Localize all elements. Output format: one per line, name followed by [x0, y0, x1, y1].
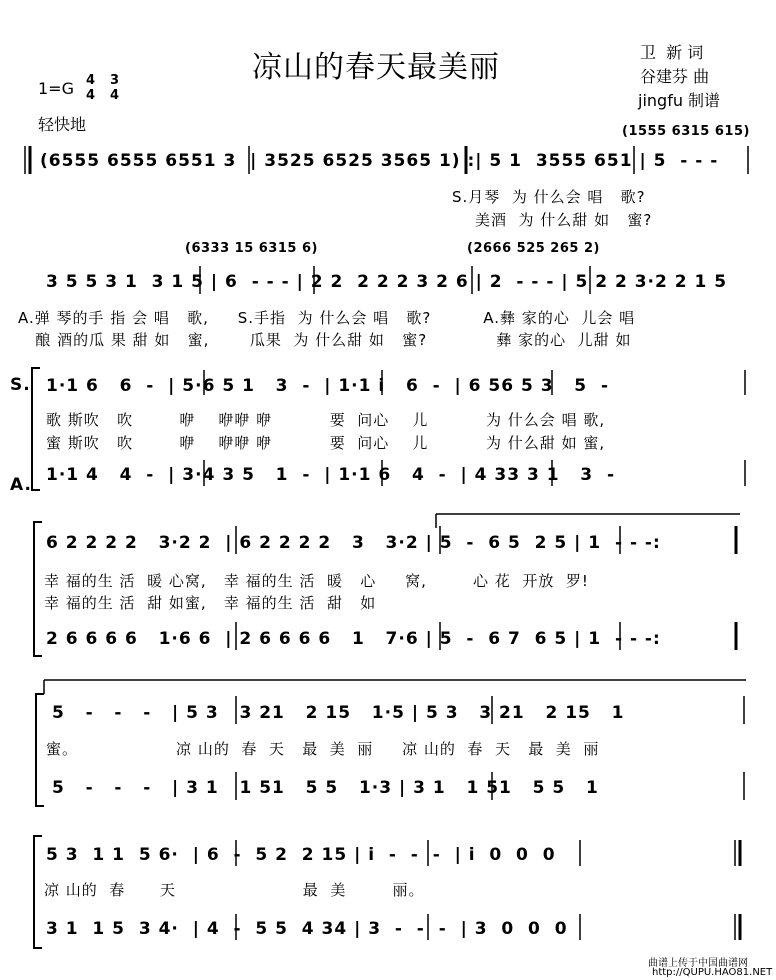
row4-lyric-verse1: 幸 福的生 活 暖 心窝, 幸 福的生 活 暖 心 窝, 心 花 开放 罗! [44, 572, 589, 590]
row6-alto-notes: 3 1 1 5 3 4· | 4 - 5 5 4 34 | 3 - - - | 3 0 0 0 [46, 919, 568, 939]
lyricist-credit: 卫 新 词 [640, 43, 704, 62]
row3-lyric-verse1: 歌 斯吹 吹 咿 咿咿 咿 要 问心 儿 为 什么会 唱 歌, [46, 411, 606, 429]
system-bracket [34, 836, 42, 948]
system-bracket [32, 368, 40, 490]
key-signature: 1=G [38, 79, 74, 98]
row3-lyric-verse2: 蜜 斯吹 吹 咿 咿咿 咿 要 问心 儿 为 什么甜 如 蜜, [46, 434, 606, 452]
engraver-credit: jingfu 制谱 [638, 91, 721, 110]
time-sig-a-bottom: 4 [86, 88, 96, 103]
row6-soprano-notes: 5 3 1 1 5 6· | 6 - 5 2 2 15 | i - - - | i 0 0 0 [46, 845, 556, 865]
system-bracket [36, 694, 44, 806]
row5-soprano-notes: 5 - - - | 5 3 3 21 2 15 1·5 | 5 3 3 21 2 15 1 [52, 703, 625, 723]
tempo-marking: 轻快地 [38, 115, 87, 134]
row1-lyric-verse2: 美酒 为 什么甜 如 蜜? [475, 211, 653, 229]
row2-notes: 3 5 5 3 1 3 1 5 | 6 - - - | 2 2 2 2 2 3 2 6 | 2 - - - | 5 2 2 3·2 2 1 5 [46, 272, 728, 292]
composer-credit: 谷建芬 曲 [640, 67, 710, 86]
row5-lyric: 蜜。 凉 山的 春 天 最 美 丽 凉 山的 春 天 最 美 丽 [46, 740, 600, 758]
row3-soprano-label: S. [10, 375, 31, 395]
row2-lyric-verse2: 酿 酒的瓜 果 甜 如 蜜, 瓜果 为 什么甜 如 蜜? 彝 家的心 儿甜 如 [18, 331, 632, 349]
footer-site-url: http://QUPU.HAO81.NET [652, 967, 773, 978]
row1-lyric-verse1: S.月琴 为 什么会 唱 歌? [452, 188, 646, 206]
row3-soprano-notes: 1·1 6 6 - | 5·6 5 1 3 - | 1·1 i 6 - | 6 56 5 3 5 - [46, 376, 610, 396]
page-title: 凉山的春天最美丽 [252, 50, 500, 85]
row4-soprano-notes: 6 2 2 2 2 3·2 2 | 6 2 2 2 2 3 3·2 | 5 - 6 5 2 5 | 1 - - -: [46, 533, 661, 553]
time-sig-a-top: 4 [86, 73, 96, 88]
row2-small-notes-a: (6333 15 6315 6) [185, 241, 318, 256]
time-sig-b-bottom: 4 [110, 88, 120, 103]
row1-notes: (6555 6555 6551 3 | 3525 6525 3565 1) :| 5 1 3555 651 | 5 - - - [40, 151, 719, 171]
row2-small-notes-b: (2666 525 265 2) [467, 241, 600, 256]
row4-lyric-verse2: 幸 福的生 活 甜 如蜜, 幸 福的生 活 甜 如 [44, 594, 377, 612]
row2-lyric-verse1: A.弹 琴的手 指 会 唱 歌, S.手指 为 什么会 唱 歌? A.彝 家的心 儿会 唱 [18, 309, 636, 327]
time-sig-b-top: 3 [110, 73, 120, 88]
row6-lyric: 凉 山的 春 天 最 美 丽。 [44, 881, 425, 899]
row5-alto-notes: 5 - - - | 3 1 1 51 5 5 1·3 | 3 1 1 51 5 5 1 [52, 778, 599, 798]
row3-alto-label: A. [10, 475, 32, 495]
row4-alto-notes: 2 6 6 6 6 1·6 6 | 2 6 6 6 6 1 7·6 | 5 - 6 7 6 5 | 1 - - -: [46, 629, 661, 649]
row1-small-notes: (1555 6315 615) [622, 124, 750, 139]
system-bracket [34, 522, 42, 656]
row3-alto-notes: 1·1 4 4 - | 3·4 3 5 1 - | 1·1 6 4 - | 4 33 3 1 3 - [46, 465, 616, 485]
footer-site-name: 曲谱上传于中国曲谱网 [648, 958, 748, 969]
